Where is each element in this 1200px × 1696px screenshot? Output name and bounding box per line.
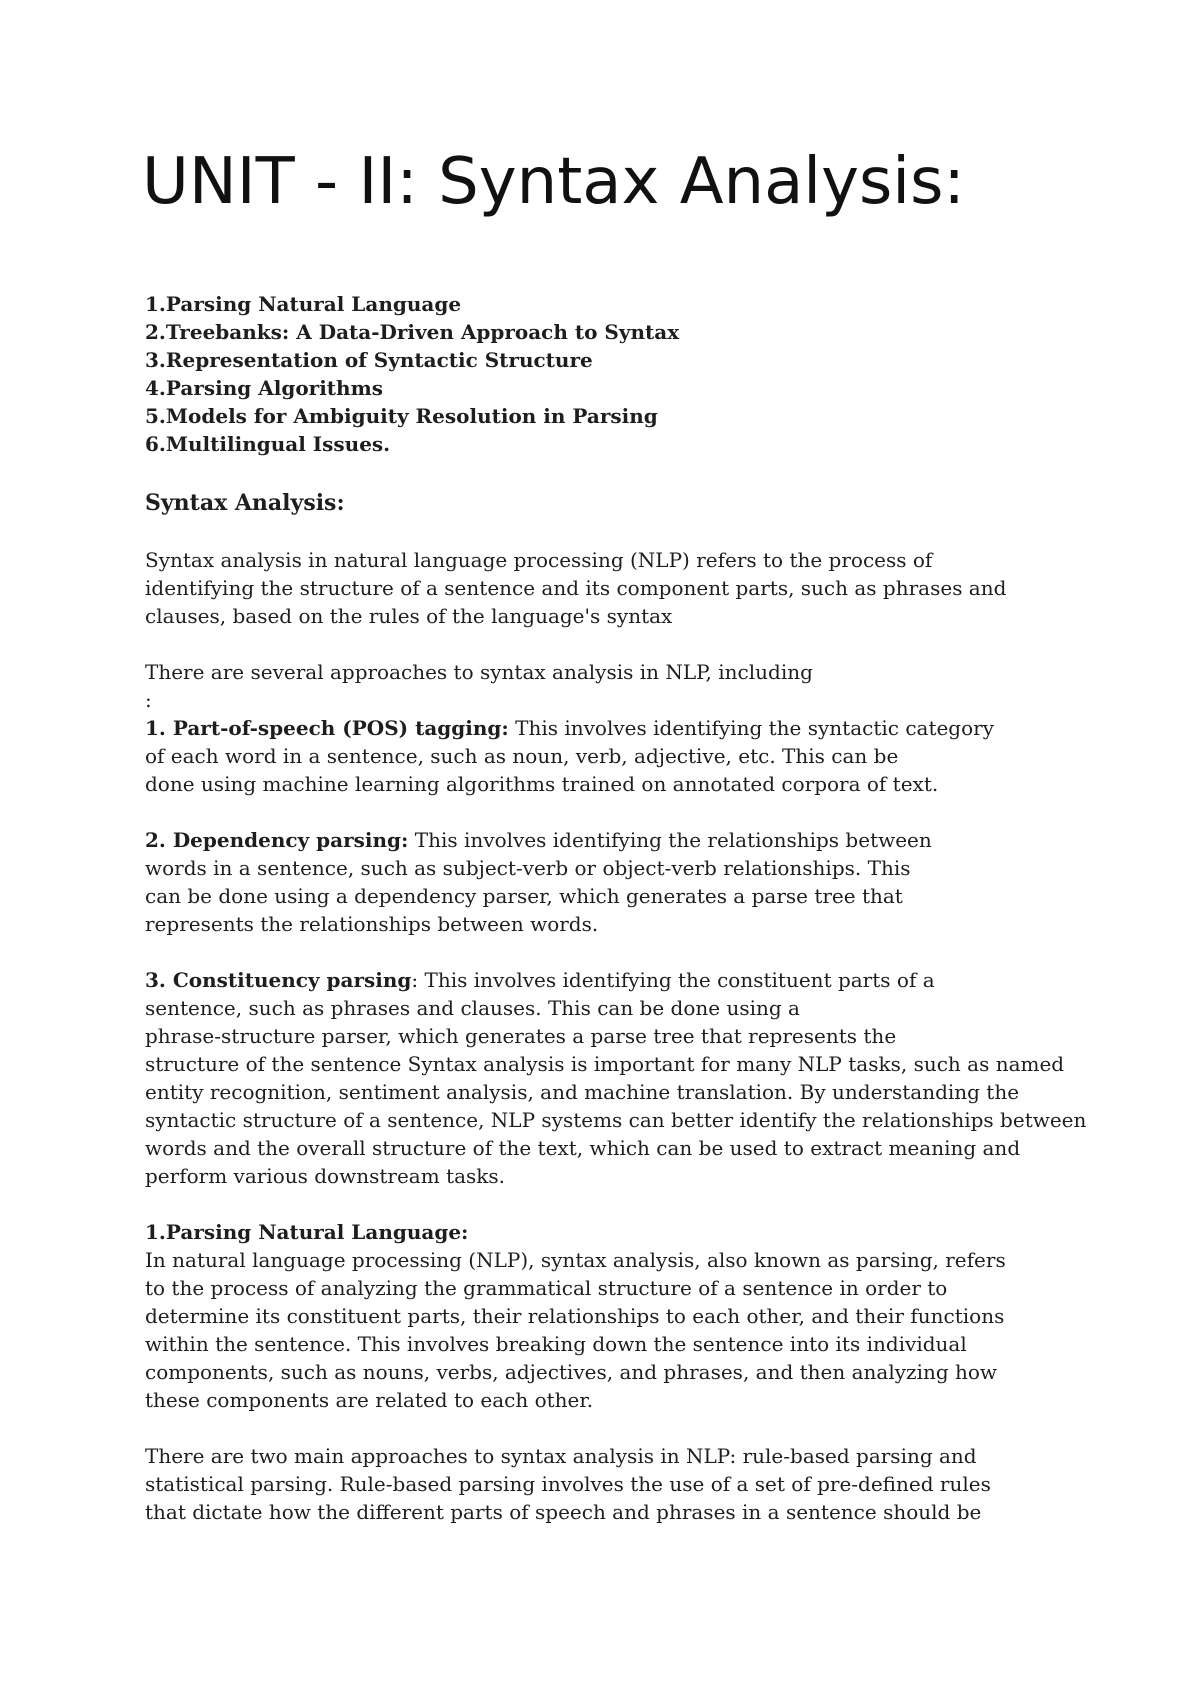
text-line: statistical parsing. Rule-based parsing involves the use of a set of pre-defined rules [145,1472,991,1496]
approach-text: This involves identifying the syntactic category [508,716,995,740]
text-line: sentence, such as phrases and clauses. This can be done using a [145,996,800,1020]
approach-term: 3. Constituency parsing [145,968,412,992]
text-line: represents the relationships between words. [145,912,599,936]
document-content [142,142,1087,1554]
text-line: to the process of analyzing the grammatical structure of a sentence in order to [145,1276,948,1300]
approaches-colon: : [145,688,152,712]
text-line: determine its constituent parts, their relationships to each other, and their functions [145,1304,1005,1328]
text-line: can be done using a dependency parser, which generates a parse tree that [145,884,903,908]
text-line: In natural language processing (NLP), syntax analysis, also known as parsing, refers [145,1248,1006,1272]
toc-item: 5.Models for Ambiguity Resolution in Parsing [145,404,658,428]
parsing-section-heading: 1.Parsing Natural Language: [145,1220,469,1244]
text-line: entity recognition, sentiment analysis, and machine translation. By understanding the [145,1080,1020,1104]
approaches-intro: There are several approaches to syntax analysis in NLP, including [145,660,813,684]
section-heading: Syntax Analysis: [145,490,345,516]
text-line: components, such as nouns, verbs, adjectives, and phrases, and then analyzing how [145,1360,998,1384]
approach-item-constituency-parsing [145,966,1087,1190]
text-line: Syntax analysis in natural language processing (NLP) refers to the process of [145,548,933,572]
text-line: within the sentence. This involves breaking down the sentence into its individual [145,1332,967,1356]
approach-item-dependency-parsing [145,826,1065,938]
text-line: There are two main approaches to syntax analysis in NLP: rule-based parsing and [145,1444,977,1468]
text-line: identifying the structure of a sentence and its component parts, such as phrases and [145,576,1007,600]
approach-term: 2. Dependency parsing: [145,828,409,852]
table-of-contents [145,290,1065,458]
text-line: words in a sentence, such as subject-verb or object-verb relationships. This [145,856,911,880]
text-line: clauses, based on the rules of the language's syntax [145,604,673,628]
text-line: of each word in a sentence, such as noun, verb, adjective, etc. This can be [145,744,899,768]
text-line [145,826,1065,854]
toc-item: 6.Multilingual Issues. [145,432,391,456]
text-line: done using machine learning algorithms trained on annotated corpora of text. [145,772,939,796]
parsing-paragraph-2 [145,1442,1065,1526]
parsing-paragraph-1 [145,1246,1065,1414]
approach-text: : This involves identifying the constituent parts of a [411,968,935,992]
text-line: that dictate how the different parts of speech and phrases in a sentence should be [145,1500,982,1524]
text-line [145,714,1065,742]
toc-item: 1.Parsing Natural Language [145,292,462,316]
text-line: these components are related to each other. [145,1388,594,1412]
toc-item: 2.Treebanks: A Data-Driven Approach to Syntax [145,320,680,344]
text-line: words and the overall structure of the text, which can be used to extract meaning and [145,1136,1021,1160]
toc-item: 4.Parsing Algorithms [145,376,383,400]
text-line [145,966,1065,994]
text-line: perform various downstream tasks. [145,1164,505,1188]
approach-item-pos-tagging [145,714,1065,798]
intro-paragraph [145,546,1065,630]
toc-item: 3.Representation of Syntactic Structure [145,348,593,372]
approach-term: 1. Part-of-speech (POS) tagging: [145,716,509,740]
approach-text: This involves identifying the relationships between [408,828,932,852]
text-line: syntactic structure of a sentence, NLP systems can better identify the relationships between [145,1108,1087,1132]
text-line: structure of the sentence Syntax analysis is important for many NLP tasks, such as named [145,1052,1065,1076]
page-title: UNIT - II: Syntax Analysis: [142,145,965,219]
text-line: phrase-structure parser, which generates a parse tree that represents the [145,1024,897,1048]
